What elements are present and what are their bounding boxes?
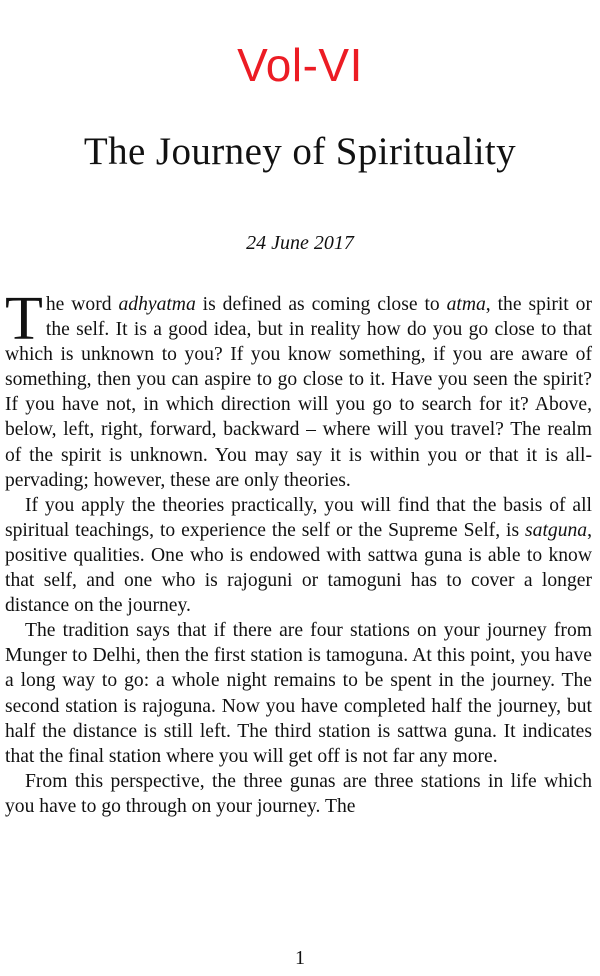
term-adhyatma: adhyatma bbox=[118, 294, 196, 315]
paragraph-2-text-b: , positive qualities. One who is endowed with sattwa guna is able to know that self, and one who is rajoguni or tamoguni has to cover a longer distance on the journey. bbox=[5, 519, 592, 617]
volume-label: Vol-VI bbox=[237, 39, 363, 91]
page-number: 1 bbox=[295, 947, 305, 969]
body-text bbox=[5, 285, 592, 819]
paragraph-3: The tradition says that if there are four stations on your journey from Munger to Delhi, then the first station is tamoguna. At this point, you have a long way to go: a whole night remains to be spent in the journey. The second station is rajoguna. Now you have completed half the journey, but half the distance is still left. The third station is sattwa guna. It indicates that the final station where you will get off is not far any more. bbox=[5, 620, 592, 767]
paragraph-2-text-a: If you apply the theories practically, you will find that the basis of all spiritual teachings, to experience the self or the Supreme Self, is bbox=[5, 494, 592, 541]
term-satguna: satguna bbox=[525, 519, 588, 541]
paragraph-1-text-c: , the spirit or the self. It is a good idea, but in reality how do you go close to that which is unknown to you? If you know something, if you are aware of something, then you can aspire to go close to it. Have you seen the spirit? If you have not, in which direction will you go to search for it? Above, below, left, right, forward, backward – where will you travel? The realm of the spirit is unknown. You may say it is within you or that it is all-pervading; however, these are only theories. bbox=[5, 294, 592, 491]
chapter-date: 24 June 2017 bbox=[246, 232, 354, 254]
paragraph-1 bbox=[5, 285, 592, 493]
paragraph-1-text-b: is defined as coming close to bbox=[195, 294, 447, 315]
paragraph-1-text-a: he word bbox=[45, 294, 119, 315]
term-atma: atma bbox=[446, 294, 486, 315]
drop-cap: T bbox=[5, 285, 43, 353]
paragraph-4: From this perspective, the three gunas are three stations in life which you have to go through on your journey. The bbox=[5, 770, 592, 817]
paragraph-2 bbox=[5, 493, 592, 618]
chapter-title: The Journey of Spirituality bbox=[83, 130, 517, 173]
